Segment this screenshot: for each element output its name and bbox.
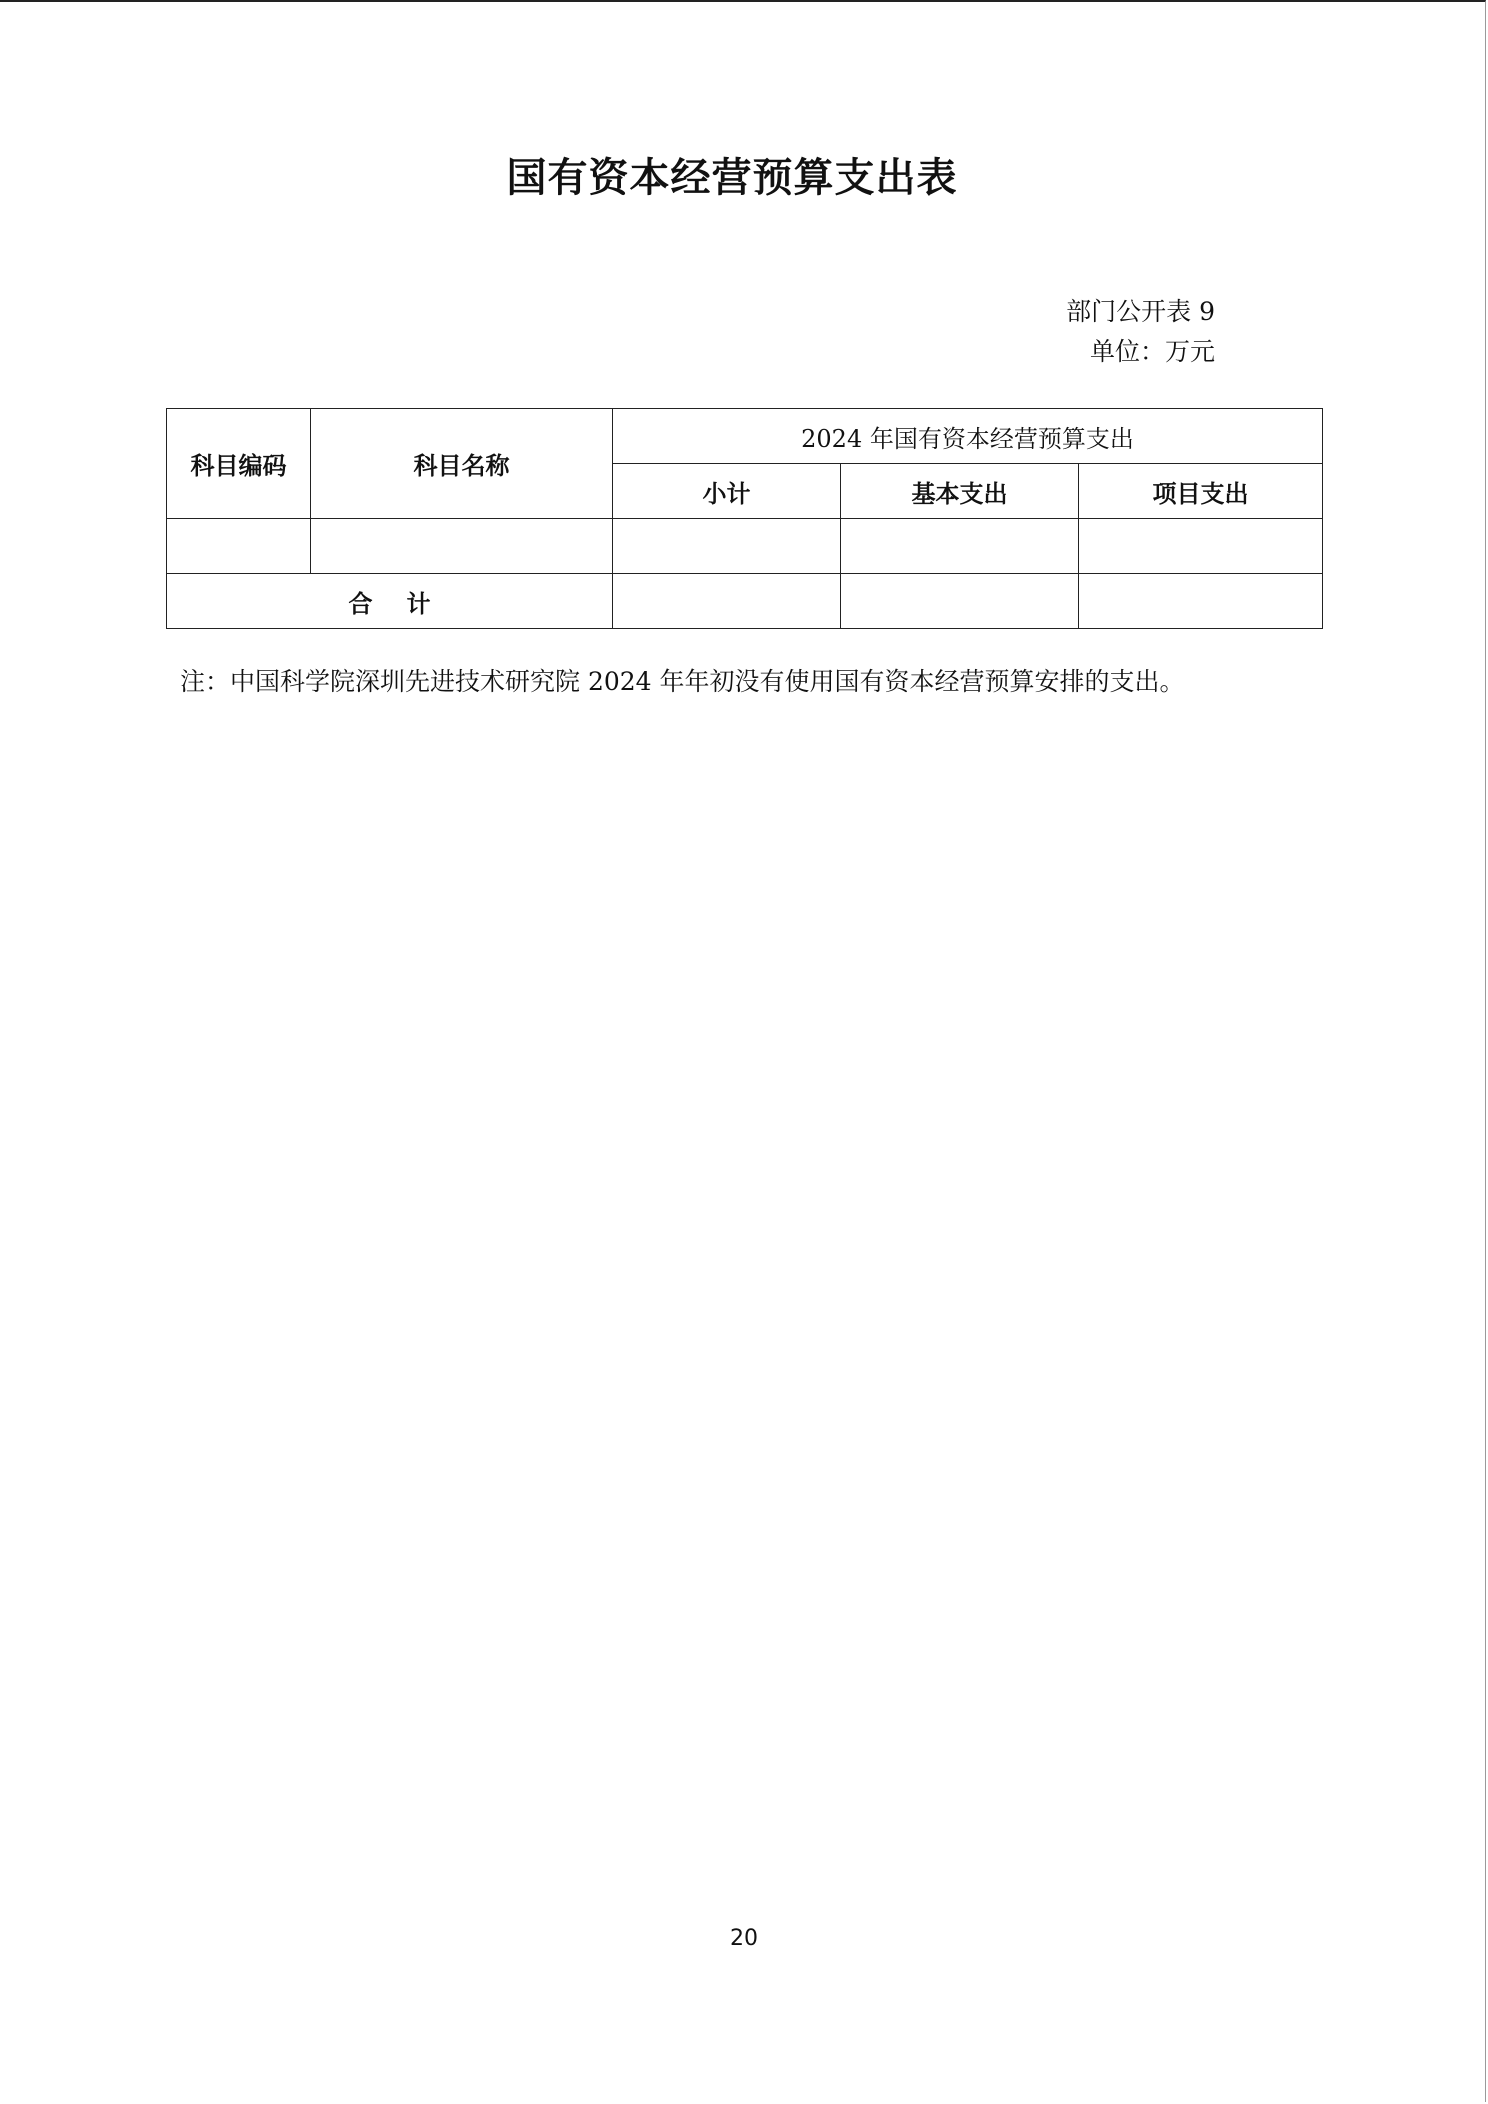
header-group-expenditure: 2024 年国有资本经营预算支出 [613, 409, 1323, 464]
total-label: 合计 [167, 574, 613, 629]
unit-label: 单位：万元 [1089, 337, 1215, 366]
table-total-row [167, 574, 1323, 629]
header-project-expenditure: 项目支出 [1079, 464, 1323, 519]
header-basic-expenditure: 基本支出 [841, 464, 1079, 519]
header-subject-name: 科目名称 [311, 409, 613, 519]
cell-code [167, 519, 311, 574]
cell-name [311, 519, 613, 574]
budget-table [166, 408, 1323, 629]
page-number: 20 [730, 1926, 758, 1951]
form-number: 部门公开表 9 [1066, 297, 1215, 326]
header-subtotal: 小计 [613, 464, 841, 519]
table-header-row [167, 409, 1323, 464]
table-note: 注：中国科学院深圳先进技术研究院 2024 年年初没有使用国有资本经营预算安排的支出。 [180, 667, 1185, 696]
page-title: 国有资本经营预算支出表 [506, 155, 958, 201]
cell-basic [841, 519, 1079, 574]
total-subtotal [613, 574, 841, 629]
table-row [167, 519, 1323, 574]
total-project [1079, 574, 1323, 629]
header-subject-code: 科目编码 [167, 409, 311, 519]
cell-subtotal [613, 519, 841, 574]
total-basic [841, 574, 1079, 629]
cell-project [1079, 519, 1323, 574]
